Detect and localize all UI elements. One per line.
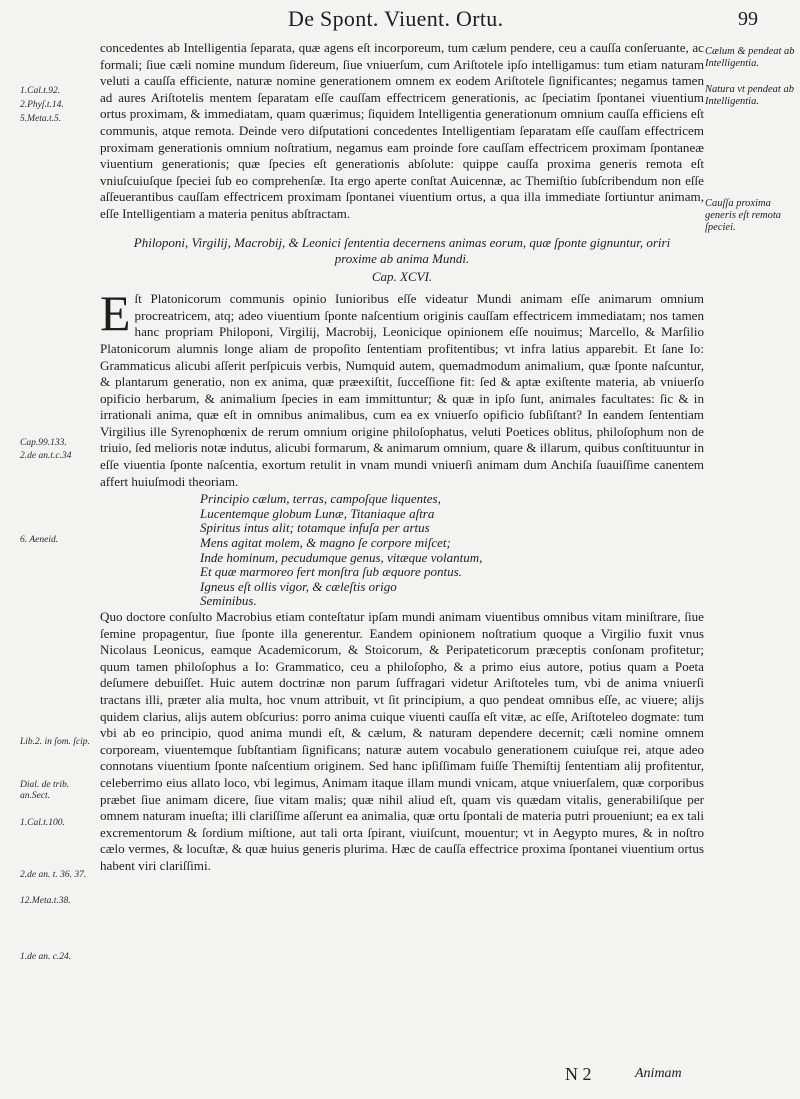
verse-block (100, 492, 704, 609)
verse-line: Et quæ marmoreo fert monſtra ſub æquore pontus. (200, 564, 462, 580)
margin-note-left: 5.Meta.t.5. (20, 114, 62, 124)
bleed-through-left (40, 140, 100, 340)
verse-line: Mens agitat molem, & magno ſe corpore miſcet; (200, 535, 451, 551)
page-footer (0, 1064, 800, 1090)
margin-note-left: Lib.2. in ſom. ſcip. (20, 737, 90, 747)
paragraph (100, 285, 704, 490)
paragraph: Quo doctore conſulto Macrobius etiam conteſtatur ipſam mundi animam viuentibus omnibus vitam miniſtrare, ſiue ſemine propagentur, ſiue ſponte illa generentur. Eandem opinionem noſtratium quoque a Virgilio fuxit vnus Nicolaus Leonicus, eamque Academicorum, & Stoicorum, & Peripateticorum præceptis conſonam profitetur; quum tamen philoſophus a Io: Grammatico, ceu a philoſopho, & a primo eius autore, potius quam a Poeta deſumere debuiſſet. Huic autem doctrinæ non parum ſuffragari videtur Ariſtoteles tum, vbi de anima vniuerſi tractans illi, præter alia multa, hoc vnum attribuit, vt ſit principium, a quo pendeat omnibus eſſe, ac viuere; alijs quidem clarius, alijs autem obſcurius: porro anima cuique viuenti cauſſa eſt vitæ, ac eſſe, Ariſtoteleo dogmate: tum vbi ab eo principio, quod anima mundi eſt, & cælum, & naturam dependere decernit; cæli nomine omnem corpoream, viuentemque ſubſtantiam ſignificans; naturæ autem vocabulo generationem cuiuſque rei, atque adeo connotans viuentium ſponte naſcentium originem. Sed hanc ipſiſſimam fuiſſe Themiſtij ſententiam alij profitentur, celeberrimo eius allato loco, vbi legimus, Animam itaque illam mundi vnicam, atque vniuerſalem, quæ corporibus præbet ſiue animam dicere, ſiue vitam malis; quæ nihil aliud eſt, quam vis quædam vitalis, generabiliſque per omnem naturam inueſta; illi clariſſime aſſerunt ea animalia, quæ ortu ſpontali de materia putri proueniunt; ea ex tali excrementorum & ſordium miſtione, aut tali orta ſpirant, viuiſcunt, mouentur; vt in Aegypto mures, & in noſtro cælo vermes, & locuſtæ, & quæ huius generis plurima. Hæc de cauſſa effectrice proxima ſpontanei viuentium ortus habent viri clariſſimi. (100, 609, 704, 873)
verse-line: Spiritus intus alit; totamque infuſa per artus (200, 520, 430, 536)
paragraph: concedentes ab Intelligentia ſeparata, quæ agens eſt incorporeum, tum cælum pendere, ceu a cauſſa conſeruante, ac formali; ſiue cæli nomine mundum ſidereum, ſiue vniuerſum, cum Ariſtotele ipſo intelligamus: tum etiam naturam veluti a cauſſa efficiente, naturæ nomine generationem omnem ex eodem Ariſtotele ſignificantes; negamus tamen ad aures Ariſtotelis mentem ſeparatam eſſe cauſſam effectricem generationis, ac ſpeciatim ſpontanei viuentium ortus proximam, & immediatam, quam quærimus; ſiquidem Intelligentia generationum omnium cauſſa efficiens eſt communis, atque remota. Deinde vero diſputationi concedentes Intelligentiam ſeparatam eſſe cauſſam effectricem proximam generationis omnium noſtratium, negamus eam proinde fore cauſſam effectricem proximam ſpontaneæ viuentium generationis; quæ ſpecies eſt generationis abſolute: quippe cauſſa proxima generis remota eſt vniuſcuiuſque ſpeciei ſub eo comprehenſæ. Ita ergo aperte conſtat Auicennæ, ac Themiſtio ſubſcribendum non eſſe aſſeuerantibus cauſſam effectricem proximam ſpontanei viuentium ortus, a qua illa immediate ſortiuntur animam, eſſe Intelligentiam a materia penitus abſtractam. (100, 40, 704, 221)
drop-cap: E (100, 285, 131, 342)
chapter-heading: Philoponi, Virgilij, Macrobij, & Leonici ſententia decernens animas eorum, quæ ſponte gignuntur, oriri proxime ab anima Mundi. (133, 234, 671, 266)
margin-note-left: 2.de an. t. 36. 37. (20, 870, 87, 880)
margin-note-left: Cap.99.133. (20, 438, 67, 448)
main-text (100, 40, 704, 875)
margin-note-left: 1.de an. c.24. (20, 952, 72, 962)
verse-line: Inde hominum, pecudumque genus, vitæque volantum, (200, 549, 483, 565)
page-header (70, 6, 790, 36)
verse-line: Seminibus. (200, 593, 257, 609)
margin-note-left: 2.Phyſ.t.14. (20, 100, 64, 110)
running-title: De Spont. Viuent. Ortu. (288, 6, 504, 31)
margin-note-right: Cælum & pendeat ab Intelligentia. (705, 46, 795, 69)
margin-note-right: Cauſſa proxima generis eſt remota ſpeciei. (705, 198, 782, 233)
margin-note-left: 6. Aeneid. (20, 535, 59, 545)
page-number: 99 (738, 8, 758, 30)
verse-line: Principio cælum, terras, campoſque liquentes, (200, 491, 441, 507)
paragraph-text: ſt Platonicorum communis opinio Iunioribus eſſe videatur Mundi animam eſſe animarum omnium procreatricem, atq; adeo viuentium ſponte naſcentium originis cauſſam effectricem immediatam; nos tamen hanc propriam Philoponi, Virgilij, Macrobij, Leonicique opinionem eſſe nouimus; Marcello, & Marſilio Platonicorum alumnis longe aliam de propoſito ſententiam profitentibus; vt infra latius apparebit. Et ſane Io: Grammaticus alicubi aſſerit perſpicuis verbis, Numquid autem, quemadmodum animalium, quæ ſponte naſcuntur, & plantarum generatio, non ex anima, quæ præexiſtit, ſucceſſione fit: ſed & aptæ exiſtente materia, ab vniuerſo opificio herbarum, & animalium ſpecies in eam immittuntur; & quæ in ipſo ſunt, animales facultates: ſic & in irrationali anima, quæ eſt in omnibus animalibus, cum ea ex vniuerſo opificio ſubſiſtant? In eandem ſententiam Virgilius ille Syrenophœnix de rerum omnium origine philoſophatus, veluti Poetices oblitus, philoſophum non de triuio, ſed melioris notæ indutus, alicubi formarum, & animarum omnium, quare & illarum, quibus conſtituuntur in eſſe viuentia ſponte naſcentia, exortum retulit in vnam mundi vniuerſi animam dum Anchiſa ſuauiſſime canentem affert huiuſmodi theoriam. (100, 291, 704, 489)
margin-note-left: 12.Meta.t.38. (20, 896, 71, 906)
verse-line: Igneus eſt ollis vigor, & cæleſtis origo (200, 578, 397, 594)
margin-note-right: Natura vt pendeat ab Intelligentia. (705, 84, 794, 107)
margin-note-left: Dial. de trib. an.Sect. (20, 780, 70, 801)
margin-note-left: 1.Cal.t.92. (20, 86, 61, 96)
chapter-number: Cap. XCVI. (371, 268, 433, 284)
catchword: Animam (635, 1066, 682, 1081)
verse-line: Lucentemque globum Lunæ, Titaniaque aſtra (200, 505, 435, 521)
signature-mark: N 2 (565, 1064, 592, 1084)
margin-note-left: 1.Cal.t.100. (20, 818, 65, 828)
margin-note-left: 2.de an.t.c.34 (20, 451, 72, 461)
